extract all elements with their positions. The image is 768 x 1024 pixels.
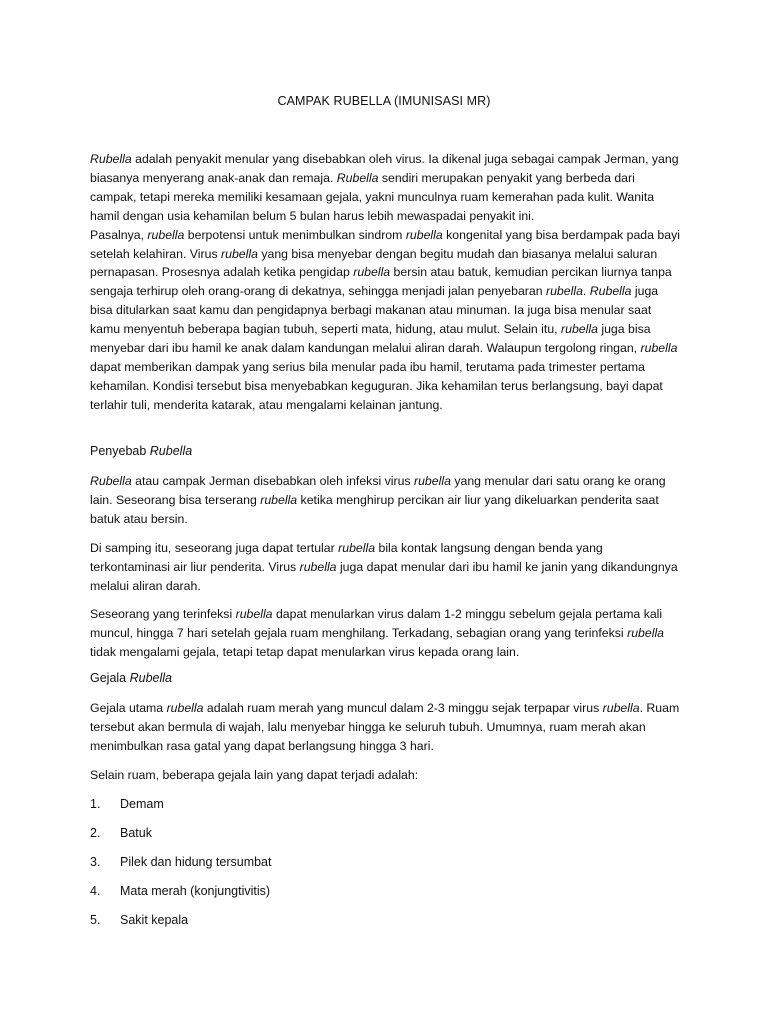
italic-term: rubella [260, 492, 298, 507]
cause-paragraph-2-block [90, 539, 682, 596]
symptoms-paragraph-2-block [90, 766, 682, 785]
italic-term: rubella [221, 246, 258, 261]
list-number-4: 4. [90, 884, 101, 898]
italic-term: rubella [561, 322, 598, 337]
italic-term: rubella [353, 265, 391, 280]
italic-term: rubella [299, 559, 337, 574]
symptoms-paragraph-2: Selain ruam, beberapa gejala lain yang dapat terjadi adalah: [90, 768, 419, 782]
italic-term: rubella [640, 341, 678, 356]
symptoms-paragraph-1: Gejala utama rubella adalah ruam merah yang muncul dalam 2-3 minggu sejak terpapar virus rubella. Ruam tersebut akan bermula di wajah, lalu menyebar hingga ke seluruh tubuh. Umumnya, ruam merah akan menimbulkan rasa gatal yang dapat berlangsung hingga 3 hari. [90, 701, 680, 753]
italic-term: Rubella [589, 284, 632, 299]
list-number-5: 5. [90, 913, 101, 927]
list-item-5: Sakit kepala [120, 913, 189, 927]
list-number-2: 2. [90, 826, 101, 840]
italic-term: rubella [166, 701, 204, 715]
cause-paragraph-3: Seseorang yang terinfeksi rubella dapat menularkan virus dalam 1-2 minggu sebelum gejala pertama kali muncul, hingga 7 hari setelah gejala ruam menghilang. Terkadang, sebagian orang yang terinfeksi rubella tidak mengalami gejala, tetapi tetap dapat menularkan virus kepada orang lain. [90, 607, 665, 659]
list-number-1: 1. [90, 797, 101, 811]
intro-block [90, 150, 682, 415]
list-item-1: Demam [120, 797, 164, 811]
list-item-2: Batuk [120, 826, 152, 840]
italic-term: rubella [147, 227, 185, 242]
cause-paragraph-1: Rubella atau campak Jerman disebabkan oleh infeksi virus rubella yang menular dari satu orang ke orang lain. Seseorang bisa terserang rubella ketika menghirup percikan air liur yang dikeluarkan penderita saat batuk atau bersin. [90, 474, 666, 526]
document-title: CAMPAK RUBELLA (IMUNISASI MR) [277, 94, 491, 108]
symptoms-heading-text: Gejala [90, 671, 130, 685]
symptoms-heading-italic: Rubella [129, 671, 172, 685]
list-number-3: 3. [90, 855, 101, 869]
symptoms-paragraph-1-block [90, 699, 682, 756]
list-item-3: Pilek dan hidung tersumbat [120, 855, 272, 869]
italic-term: rubella [414, 474, 451, 488]
symptoms-heading [90, 671, 172, 685]
cause-heading-italic: Rubella [149, 444, 193, 458]
italic-term: Rubella [90, 474, 132, 488]
italic-term: rubella [405, 227, 443, 242]
cause-paragraph-3-block [90, 605, 682, 662]
italic-term: rubella [627, 625, 665, 640]
italic-term: rubella [546, 284, 583, 299]
intro-paragraph-2: Pasalnya, rubella berpotensi untuk menimbulkan sindrom rubella kongenital yang bisa berdampak pada bayi setelah kelahiran. Virus rubella yang bisa menyebar dengan begitu mudah dan biasanya melalui saluran pernapasan. Prosesnya adalah ketika pengidap rubella bersin atau batuk, kemudian percikan liurnya tanpa sengaja terhirup oleh orang-orang di dekatnya, sehingga menjadi jalan penyebaran rubella. Rubella juga bisa ditularkan saat kamu dan pengidapnya berbagi makanan atau minuman. Ia juga bisa menular saat kamu menyentuh beberapa bagian tubuh, seperti mata, hidung, atau mulut. Selain itu, rubella juga bisa menyebar dari ibu hamil ke anak dalam kandungan melalui aliran darah. Walaupun tergolong ringan, rubella dapat memberikan dampak yang serius bila menular pada ibu hamil, terutama pada trimester pertama kehamilan. Kondisi tersebut bisa menyebabkan keguguran. Jika kehamilan terus berlangsung, bayi dapat terlahir tuli, menderita katarak, atau mengalami kelainan jantung. [90, 227, 680, 412]
list-item-4: Mata merah (konjungtivitis) [120, 884, 271, 898]
italic-term: Rubella [90, 152, 132, 166]
cause-heading-text: Penyebab [90, 444, 150, 458]
italic-term: rubella [235, 607, 273, 621]
italic-term: Rubella [336, 170, 379, 185]
cause-paragraph-1-block [90, 472, 682, 529]
cause-heading [90, 444, 192, 458]
italic-term: rubella [602, 701, 640, 715]
italic-term: rubella [338, 541, 376, 555]
intro-paragraph-1: Rubella adalah penyakit menular yang disebabkan oleh virus. Ia dikenal juga sebagai campak Jerman, yang biasanya menyerang anak-anak dan remaja. Rubella sendiri merupakan penyakit yang berbeda dari campak, tetapi mereka memiliki kesamaan gejala, yakni munculnya ruam kemerahan pada kulit. Wanita hamil dengan usia kehamilan belum 5 bulan harus lebih mewaspadai penyakit ini. [90, 152, 679, 223]
cause-paragraph-2: Di samping itu, seseorang juga dapat tertular rubella bila kontak langsung dengan benda yang terkontaminasi air liur penderita. Virus rubella juga dapat menular dari ibu hamil ke janin yang dikandungnya melalui aliran darah. [90, 541, 678, 593]
